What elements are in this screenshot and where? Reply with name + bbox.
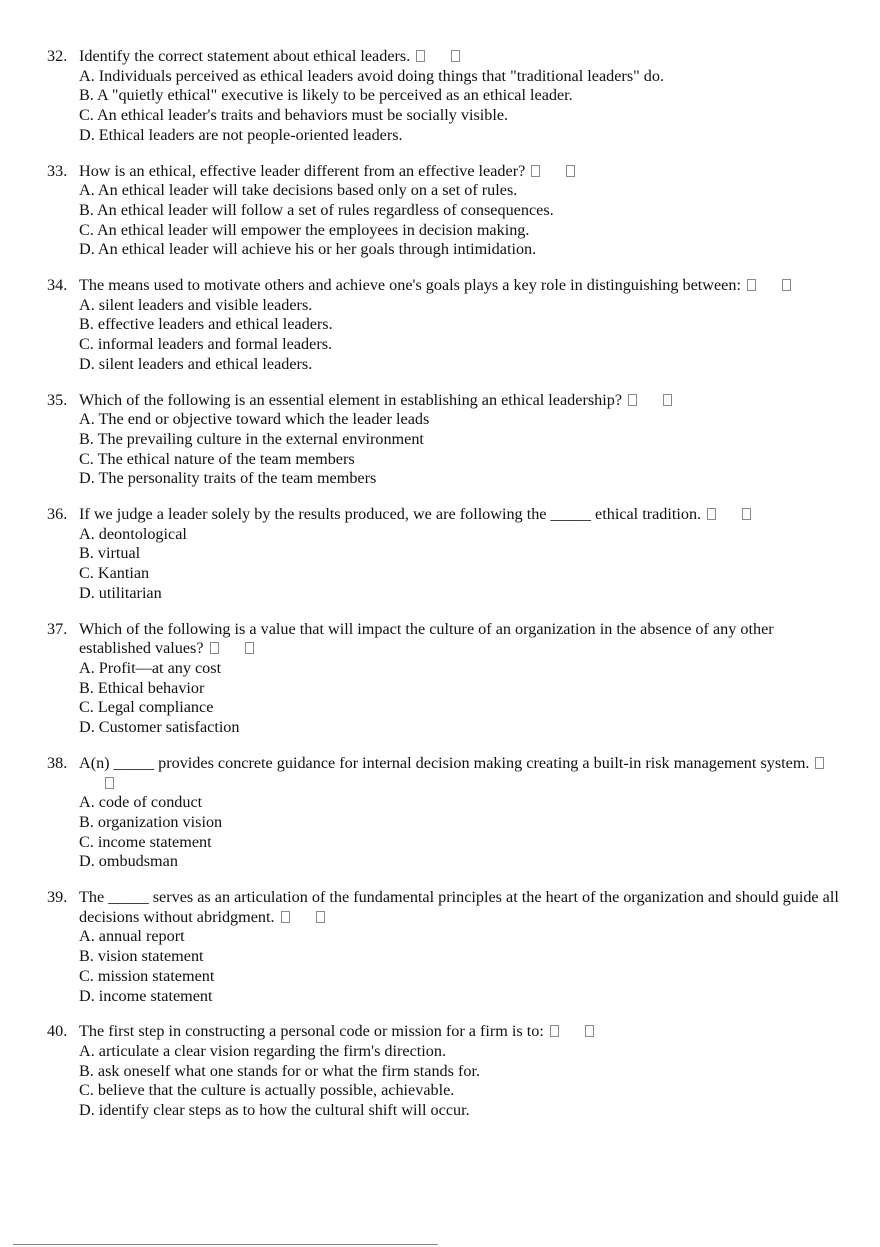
question-number: 38. bbox=[47, 753, 68, 772]
question-text: If we judge a leader solely by the results produced, we are following the _____ ethical tradition. bbox=[79, 505, 702, 524]
answer-option: D. silent leaders and ethical leaders. bbox=[79, 354, 313, 373]
question-stem bbox=[79, 888, 840, 927]
answer-option: D. Customer satisfaction bbox=[79, 718, 240, 737]
checkbox-icon bbox=[566, 165, 575, 177]
question-stem bbox=[79, 620, 840, 659]
answer-option: B. organization vision bbox=[79, 812, 223, 831]
question-item bbox=[0, 620, 880, 738]
answer-option: B. A "quietly ethical" executive is likely to be perceived as an ethical leader. bbox=[79, 86, 573, 105]
answer-option: C. income statement bbox=[79, 832, 212, 851]
answer-option: B. virtual bbox=[79, 544, 141, 563]
checkbox-icon bbox=[742, 508, 751, 520]
answer-option: A. An ethical leader will take decisions based only on a set of rules. bbox=[79, 181, 518, 200]
answer-option: D. ombudsman bbox=[79, 852, 178, 871]
answer-option: A. Profit—at any cost bbox=[79, 658, 222, 677]
answer-option: A. silent leaders and visible leaders. bbox=[79, 295, 313, 314]
checkbox-icon bbox=[105, 777, 114, 789]
question-text: Which of the following is a value that will impact the culture of an organization in the absence of any other established values? bbox=[79, 619, 774, 658]
answer-option: A. The end or objective toward which the leader leads bbox=[79, 410, 430, 429]
question-item bbox=[0, 888, 880, 1006]
answer-option: A. Individuals perceived as ethical leaders avoid doing things that "traditional leaders" do. bbox=[79, 66, 665, 85]
question-text: Identify the correct statement about ethical leaders. bbox=[79, 47, 411, 65]
answer-option: A. deontological bbox=[79, 524, 187, 543]
question-number: 36. bbox=[47, 505, 68, 524]
checkbox-icon bbox=[747, 279, 756, 291]
question-stem bbox=[79, 391, 840, 411]
answer-option: D. utilitarian bbox=[79, 583, 162, 602]
answer-option: A. articulate a clear vision regarding the firm's direction. bbox=[79, 1041, 446, 1060]
answer-option: B. effective leaders and ethical leaders. bbox=[79, 315, 333, 334]
answer-option: C. believe that the culture is actually possible, achievable. bbox=[79, 1081, 455, 1100]
question-item bbox=[0, 162, 880, 261]
answer-option: C. Legal compliance bbox=[79, 698, 214, 717]
question-stem bbox=[79, 276, 840, 296]
checkbox-icon bbox=[815, 757, 824, 769]
answer-option: B. The prevailing culture in the external environment bbox=[79, 429, 424, 448]
answer-option: D. Ethical leaders are not people-oriented leaders. bbox=[79, 125, 403, 144]
answer-option: C. An ethical leader's traits and behaviors must be socially visible. bbox=[79, 106, 509, 125]
answer-option: B. ask oneself what one stands for or what the firm stands for. bbox=[79, 1061, 481, 1080]
checkbox-icon bbox=[585, 1025, 594, 1037]
footer-divider bbox=[13, 1244, 438, 1245]
answer-option: C. The ethical nature of the team members bbox=[79, 449, 355, 468]
answer-option: D. identify clear steps as to how the cultural shift will occur. bbox=[79, 1101, 470, 1120]
question-text: The first step in constructing a personal code or mission for a firm is to: bbox=[79, 1022, 544, 1041]
question-number: 32. bbox=[47, 47, 68, 65]
checkbox-icon bbox=[707, 508, 716, 520]
question-text: A(n) _____ provides concrete guidance for internal decision making creating a built-in risk management system. bbox=[79, 753, 810, 772]
checkbox-icon bbox=[281, 911, 290, 923]
answer-option: B. Ethical behavior bbox=[79, 678, 205, 697]
answer-option: B. An ethical leader will follow a set of rules regardless of consequences. bbox=[79, 200, 554, 219]
checkbox-icon bbox=[628, 394, 637, 406]
question-number: 35. bbox=[47, 390, 68, 409]
checkbox-icon bbox=[416, 50, 425, 62]
question-list bbox=[0, 47, 880, 1137]
question-text: Which of the following is an essential element in establishing an ethical leadership? bbox=[79, 390, 623, 409]
question-stem bbox=[79, 47, 840, 67]
answer-option: C. informal leaders and formal leaders. bbox=[79, 335, 333, 354]
answer-option: B. vision statement bbox=[79, 947, 204, 966]
question-number: 37. bbox=[47, 619, 68, 638]
checkbox-icon bbox=[245, 642, 254, 654]
checkbox-icon bbox=[316, 911, 325, 923]
checkbox-icon bbox=[663, 394, 672, 406]
question-text: The _____ serves as an articulation of the fundamental principles at the heart of the organization and should guide all decisions without abridgment. bbox=[79, 888, 839, 926]
question-item bbox=[0, 276, 880, 375]
question-text: How is an ethical, effective leader different from an effective leader? bbox=[79, 161, 526, 180]
question-number: 34. bbox=[47, 276, 68, 295]
answer-option: A. annual report bbox=[79, 927, 185, 946]
question-text: The means used to motivate others and achieve one's goals plays a key role in distinguishing between: bbox=[79, 276, 741, 295]
answer-option: D. income statement bbox=[79, 986, 213, 1005]
question-item bbox=[0, 391, 880, 490]
question-stem bbox=[79, 162, 840, 182]
answer-option: C. Kantian bbox=[79, 564, 150, 583]
question-number: 40. bbox=[47, 1022, 68, 1041]
checkbox-icon bbox=[210, 642, 219, 654]
answer-option: C. mission statement bbox=[79, 966, 215, 985]
answer-option: A. code of conduct bbox=[79, 793, 203, 812]
question-stem bbox=[79, 754, 840, 793]
answer-option: D. The personality traits of the team members bbox=[79, 469, 377, 488]
question-item bbox=[0, 47, 880, 146]
checkbox-icon bbox=[451, 50, 460, 62]
question-item bbox=[0, 505, 880, 604]
answer-option: D. An ethical leader will achieve his or her goals through intimidation. bbox=[79, 240, 537, 259]
checkbox-icon bbox=[782, 279, 791, 291]
answer-option: C. An ethical leader will empower the employees in decision making. bbox=[79, 220, 530, 239]
question-number: 33. bbox=[47, 161, 68, 180]
question-stem bbox=[79, 505, 840, 525]
question-number: 39. bbox=[47, 888, 68, 907]
checkbox-icon bbox=[531, 165, 540, 177]
question-item bbox=[0, 1022, 880, 1121]
question-item bbox=[0, 754, 880, 872]
checkbox-icon bbox=[550, 1025, 559, 1037]
question-stem bbox=[79, 1022, 840, 1042]
